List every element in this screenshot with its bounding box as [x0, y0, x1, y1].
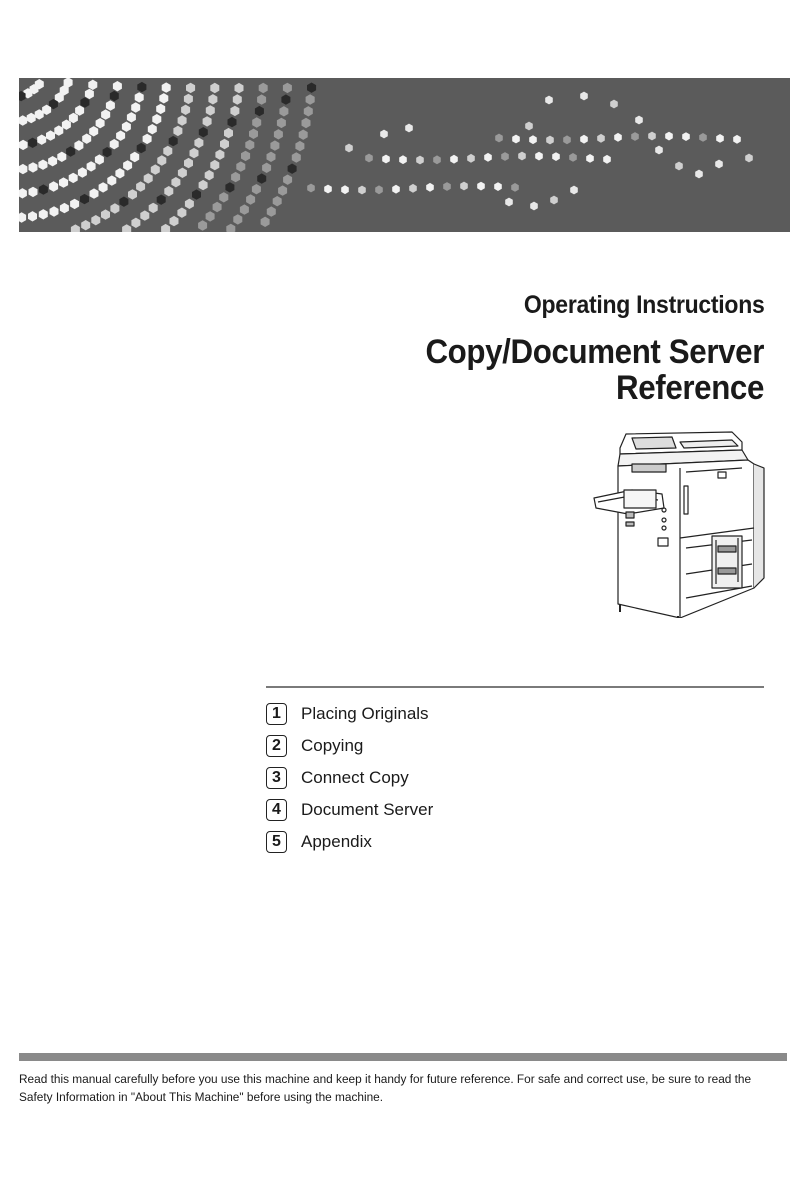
banner-dot — [292, 152, 301, 162]
banner-dot — [159, 93, 168, 103]
banner-dot — [525, 122, 533, 131]
banner-dot — [257, 173, 266, 183]
banner-dot — [137, 143, 146, 153]
banner-dot — [122, 122, 131, 132]
banner-dot — [50, 206, 59, 216]
banner-dot — [185, 199, 194, 209]
banner-dot — [270, 140, 279, 150]
chapter-number-badge: 1 — [266, 703, 287, 725]
banner-dot — [60, 203, 69, 213]
banner-dot — [635, 116, 643, 125]
banner-dot — [164, 186, 173, 196]
document-subtitle: Operating Instructions — [523, 291, 764, 319]
banner-dot — [399, 155, 407, 164]
chapter-number-badge: 5 — [266, 831, 287, 853]
toc-item-label: Placing Originals — [301, 704, 429, 723]
banner-dot — [115, 168, 124, 178]
banner-dot — [113, 81, 122, 91]
banner-dot — [295, 141, 304, 151]
banner-dot — [59, 177, 68, 187]
banner-dot — [299, 130, 308, 140]
banner-dot — [157, 195, 166, 205]
toc-item-label: Copying — [301, 736, 364, 755]
banner-dot — [157, 155, 166, 165]
banner-dot — [29, 162, 38, 172]
banner-dot — [501, 152, 509, 161]
banner-dot — [208, 94, 217, 104]
banner-dot — [281, 94, 290, 104]
banner-dot — [143, 134, 152, 144]
banner-dot — [494, 182, 502, 191]
banner-dot — [409, 184, 417, 193]
banner-dot — [171, 177, 180, 187]
banner-dot — [226, 224, 235, 232]
banner-dot — [610, 100, 618, 109]
banner-dot — [123, 160, 132, 170]
banner-dot — [262, 163, 271, 173]
banner-dot — [550, 196, 558, 205]
banner-dot — [279, 106, 288, 116]
banner-dot — [235, 83, 244, 93]
banner-dot — [91, 215, 100, 225]
banner-dot — [302, 118, 311, 128]
banner-dot — [259, 83, 268, 93]
banner-dot — [19, 212, 26, 222]
banner-dot — [236, 161, 245, 171]
banner-dot — [19, 164, 27, 174]
copier-machine-illustration — [592, 428, 772, 618]
banner-dot — [99, 182, 108, 192]
banner-dot — [27, 113, 36, 123]
footer-divider — [19, 1053, 787, 1061]
banner-dot — [307, 83, 316, 93]
banner-dot — [570, 186, 578, 195]
chapter-number-badge: 3 — [266, 767, 287, 789]
banner-dot — [715, 160, 723, 169]
banner-dot — [19, 115, 27, 125]
banner-dot — [28, 211, 37, 221]
banner-dot — [75, 105, 84, 115]
banner-dot — [261, 217, 270, 227]
banner-dot — [19, 140, 28, 150]
banner-dot — [81, 220, 90, 230]
banner-dot — [66, 146, 75, 156]
banner-dot — [306, 94, 315, 104]
banner-dot — [89, 126, 98, 136]
banner-dot — [477, 182, 485, 191]
banner-dot — [203, 116, 212, 126]
toc-item-copying[interactable] — [266, 730, 433, 762]
banner-dot — [70, 199, 79, 209]
banner-dot — [88, 80, 97, 90]
banner-dot — [178, 168, 187, 178]
banner-dot — [257, 94, 266, 104]
banner-dot — [405, 124, 413, 133]
banner-dot — [665, 132, 673, 141]
banner-dot — [433, 155, 441, 164]
banner-dot — [127, 112, 136, 122]
banner-dot — [699, 133, 707, 142]
banner-dot — [178, 115, 187, 125]
banner-dot — [110, 91, 119, 101]
banner-dot — [552, 152, 560, 161]
banner-dot — [122, 224, 131, 232]
banner-dot — [267, 206, 276, 216]
banner-dot — [240, 204, 249, 214]
banner-dot — [450, 155, 458, 164]
banner-dot — [512, 135, 520, 144]
banner-dot — [96, 118, 105, 128]
banner-dot — [215, 150, 224, 160]
banner-dot — [392, 185, 400, 194]
banner-dot — [87, 161, 96, 171]
banner-dot — [460, 182, 468, 191]
banner-dot — [95, 154, 104, 164]
banner-dot — [505, 198, 513, 207]
banner-dot — [603, 155, 611, 164]
banner-dot — [252, 117, 261, 127]
chapter-number-badge: 4 — [266, 799, 287, 821]
banner-dot — [733, 135, 741, 144]
banner-dot — [162, 82, 171, 92]
banner-dot — [169, 136, 178, 146]
banner-dot — [119, 197, 128, 207]
banner-dot — [546, 136, 554, 145]
banner-dot — [69, 173, 78, 183]
banner-dot — [144, 173, 153, 183]
banner-dot — [101, 209, 110, 219]
banner-dot — [233, 214, 242, 224]
banner-dot — [255, 106, 264, 116]
banner-dot — [225, 182, 234, 192]
banner-dot — [80, 97, 89, 107]
banner-dot — [213, 202, 222, 212]
banner-dot — [375, 185, 383, 194]
banner-dot — [529, 135, 537, 144]
banner-dot — [274, 129, 283, 139]
banner-dot — [597, 134, 605, 143]
banner-dot — [181, 105, 190, 115]
banner-dot — [149, 203, 158, 213]
banner-dot — [288, 164, 297, 174]
banner-dot — [380, 130, 388, 139]
banner-dot — [484, 153, 492, 162]
banner-dot — [358, 186, 366, 195]
banner-dot — [241, 151, 250, 161]
banner-dot — [140, 210, 149, 220]
banner-dot — [341, 185, 349, 194]
banner-dot — [194, 138, 203, 148]
banner-dot — [170, 216, 179, 226]
banner-dot — [682, 132, 690, 141]
banner-dot — [231, 172, 240, 182]
title-line-2: Reference — [616, 369, 764, 407]
banner-dot — [495, 134, 503, 143]
banner-dot — [38, 160, 47, 170]
dot-pattern — [19, 78, 790, 232]
banner-dot — [382, 155, 390, 164]
banner-dot — [148, 124, 157, 134]
banner-dot — [206, 105, 215, 115]
banner-dot — [535, 152, 543, 161]
banner-dot — [416, 156, 424, 165]
banner-dot — [57, 152, 66, 162]
banner-dot — [277, 118, 286, 128]
banner-dot — [49, 181, 58, 191]
banner-dot — [106, 100, 115, 110]
banner-dot — [206, 211, 215, 221]
decorative-dot-banner — [19, 78, 790, 232]
banner-dot — [131, 218, 140, 228]
banner-dot — [110, 203, 119, 213]
banner-dot — [48, 156, 57, 166]
banner-dot — [128, 189, 137, 199]
banner-dot — [90, 188, 99, 198]
banner-dot — [82, 134, 91, 144]
banner-dot — [580, 92, 588, 101]
banner-dot — [177, 208, 186, 218]
toc-item-label: Document Server — [301, 800, 434, 819]
banner-dot — [648, 132, 656, 141]
banner-dot — [245, 140, 254, 150]
banner-dot — [631, 132, 639, 141]
toc-item-document-server[interactable] — [266, 794, 433, 826]
banner-dot — [28, 138, 37, 148]
safety-notice: Read this manual carefully before you use this machine and keep it handy for future reference. For safe and correct use, be sure to read the Safety Information in "About This Machine" before using the machine. — [19, 1072, 752, 1104]
banner-dot — [205, 170, 214, 180]
banner-dot — [518, 152, 526, 161]
banner-dot — [580, 135, 588, 144]
banner-dot — [716, 134, 724, 143]
banner-dot — [569, 153, 577, 162]
banner-dot — [249, 129, 258, 139]
banner-dot — [283, 83, 292, 93]
banner-dot — [695, 170, 703, 179]
banner-dot — [307, 184, 315, 193]
document-title — [425, 334, 764, 406]
banner-dot — [69, 113, 78, 123]
banner-dot — [233, 94, 242, 104]
banner-dot — [151, 164, 160, 174]
banner-dot — [228, 117, 237, 127]
banner-dot — [267, 152, 276, 162]
banner-dot — [252, 184, 261, 194]
banner-dot — [190, 148, 199, 158]
banner-dot — [246, 194, 255, 204]
banner-dot — [545, 96, 553, 105]
banner-dot — [173, 126, 182, 136]
table-of-contents — [266, 698, 433, 858]
banner-dot — [365, 154, 373, 163]
banner-dot — [220, 139, 229, 149]
banner-dot — [192, 189, 201, 199]
banner-dot — [426, 183, 434, 192]
banner-dot — [199, 127, 208, 137]
banner-dot — [219, 192, 228, 202]
banner-dot — [278, 185, 287, 195]
toc-item-appendix[interactable] — [266, 826, 433, 858]
banner-dot — [530, 202, 538, 211]
banner-dot — [443, 182, 451, 191]
banner-dot — [467, 154, 475, 163]
banner-dot — [586, 154, 594, 163]
banner-dot — [71, 224, 80, 232]
banner-dot — [324, 185, 332, 194]
toc-item-label: Appendix — [301, 832, 372, 851]
banner-dot — [136, 181, 145, 191]
banner-dot — [130, 152, 139, 162]
banner-dot — [85, 89, 94, 99]
banner-dot — [137, 82, 146, 92]
toc-item-connect-copy[interactable] — [266, 762, 433, 794]
banner-dot — [675, 162, 683, 171]
banner-dot — [46, 130, 55, 140]
banner-dot — [107, 175, 116, 185]
banner-dot — [283, 175, 292, 185]
banner-dot — [273, 196, 282, 206]
banner-dot — [224, 128, 233, 138]
banner-dot — [103, 147, 112, 157]
banner-dot — [745, 154, 753, 163]
banner-dot — [230, 106, 239, 116]
title-line-1: Copy/Document Server — [425, 333, 764, 371]
banner-dot — [198, 220, 207, 230]
banner-dot — [186, 83, 195, 93]
banner-dot — [135, 92, 144, 102]
banner-dot — [345, 144, 353, 153]
banner-dot — [19, 188, 27, 198]
banner-dot — [110, 139, 119, 149]
banner-dot — [37, 135, 46, 145]
banner-dot — [184, 158, 193, 168]
banner-dot — [116, 131, 125, 141]
banner-dot — [563, 135, 571, 144]
banner-dot — [152, 114, 161, 124]
toc-item-placing-originals[interactable] — [266, 698, 433, 730]
banner-dot — [101, 109, 110, 119]
banner-dot — [29, 187, 38, 197]
banner-dot — [210, 83, 219, 93]
banner-dot — [161, 224, 170, 232]
banner-dot — [655, 146, 663, 155]
banner-dot — [78, 167, 87, 177]
banner-dot — [199, 180, 208, 190]
toc-divider — [266, 686, 764, 688]
banner-dot — [511, 183, 519, 192]
banner-dot — [39, 209, 48, 219]
banner-dot — [156, 104, 165, 114]
banner-dot — [210, 160, 219, 170]
banner-dot — [614, 133, 622, 142]
banner-dot — [131, 102, 140, 112]
banner-dot — [304, 106, 313, 116]
banner-dot — [80, 194, 89, 204]
toc-item-label: Connect Copy — [301, 768, 409, 787]
banner-dot — [39, 184, 48, 194]
chapter-number-badge: 2 — [266, 735, 287, 757]
banner-dot — [74, 140, 83, 150]
banner-dot — [163, 146, 172, 156]
banner-dot — [184, 94, 193, 104]
